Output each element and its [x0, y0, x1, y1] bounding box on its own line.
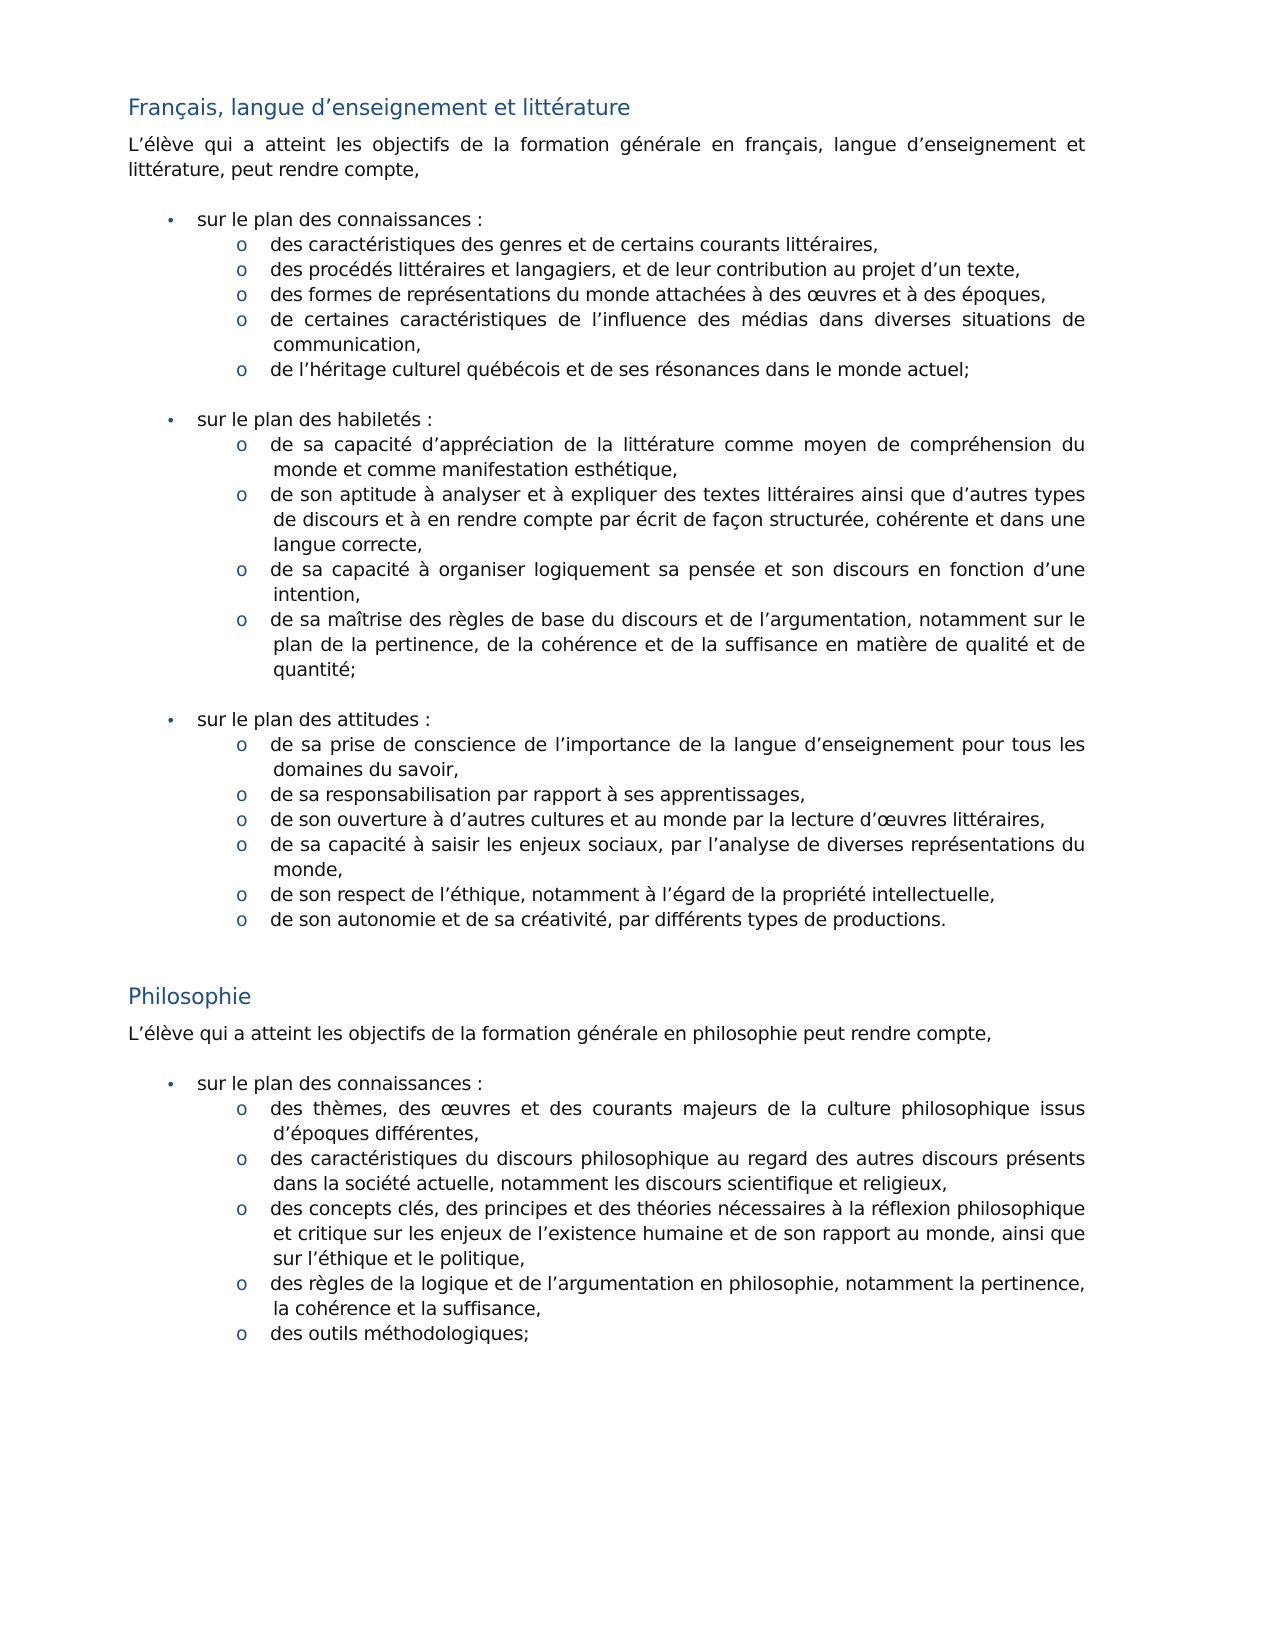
list-item-text: des thèmes, des œuvres et des courants majeurs de la culture philosophique issus d’époques différentes, — [270, 1098, 1085, 1145]
sub-list — [128, 233, 1085, 383]
list-item — [128, 908, 1085, 933]
sub-bullet-marker: o — [236, 484, 248, 506]
document-page — [128, 95, 1085, 1347]
bullet-label: sur le plan des connaissances : — [197, 1073, 483, 1095]
sub-bullet-marker: o — [236, 259, 248, 281]
list-item-text: de certaines caractéristiques de l’influence des médias dans diverses situations de communication, — [270, 309, 1085, 356]
list-item-text: de l’héritage culturel québécois et de ses résonances dans le monde actuel; — [270, 359, 970, 381]
bullet-item — [128, 208, 1085, 233]
list-item — [128, 783, 1085, 808]
list-item — [128, 308, 1085, 358]
bullet-group — [128, 708, 1085, 933]
sub-bullet-marker: o — [236, 1323, 248, 1345]
sub-bullet-marker: o — [236, 234, 248, 256]
list-item-text: de sa responsabilisation par rapport à ses apprentissages, — [270, 784, 806, 806]
list-item-text: des règles de la logique et de l’argumentation en philosophie, notamment la pertinence, la cohérence et la suffisance, — [270, 1273, 1085, 1320]
list-item — [128, 1197, 1085, 1272]
list-item — [128, 258, 1085, 283]
section-intro: L’élève qui a atteint les objectifs de la formation générale en philosophie peut rendre compte, — [128, 1023, 992, 1045]
list-item — [128, 483, 1085, 558]
section-heading: Philosophie — [128, 985, 252, 1010]
sub-list — [128, 733, 1085, 933]
list-item-text: de son ouverture à d’autres cultures et au monde par la lecture d’œuvres littéraires, — [270, 809, 1046, 831]
sub-list — [128, 433, 1085, 683]
sub-bullet-marker: o — [236, 909, 248, 931]
list-item — [128, 808, 1085, 833]
bullet-group — [128, 1072, 1085, 1347]
bullet-item — [128, 408, 1085, 433]
section — [128, 95, 1085, 933]
list-item-text: de sa capacité d’appréciation de la littérature comme moyen de compréhension du monde et comme manifestation esthétique, — [270, 434, 1085, 481]
sub-bullet-marker: o — [236, 734, 248, 756]
sub-bullet-marker: o — [236, 609, 248, 631]
bullet-marker: • — [166, 211, 176, 230]
section-intro: L’élève qui a atteint les objectifs de la formation générale en français, langue d’enseignement et littérature, peut rendre compte, — [128, 134, 1085, 181]
sub-bullet-marker: o — [236, 1148, 248, 1170]
sub-bullet-marker: o — [236, 1273, 248, 1295]
list-item — [128, 608, 1085, 683]
bullet-label: sur le plan des attitudes : — [197, 709, 431, 731]
list-item-text: des outils méthodologiques; — [270, 1323, 530, 1345]
list-item — [128, 1097, 1085, 1147]
list-item — [128, 1147, 1085, 1197]
list-item-text: de son respect de l’éthique, notamment à l’égard de la propriété intellectuelle, — [270, 884, 995, 906]
list-item-text: de sa maîtrise des règles de base du discours et de l’argumentation, notamment sur le plan de la pertinence, de la cohérence et de la suffisance en matière de qualité et de quantité; — [270, 609, 1085, 681]
list-item — [128, 358, 1085, 383]
bullet-group — [128, 208, 1085, 383]
sub-bullet-marker: o — [236, 434, 248, 456]
bullet-marker: • — [166, 411, 176, 430]
sub-bullet-marker: o — [236, 1198, 248, 1220]
list-item-text: des formes de représentations du monde attachées à des œuvres et à des époques, — [270, 284, 1046, 306]
section — [128, 984, 1085, 1347]
sub-bullet-marker: o — [236, 359, 248, 381]
list-item — [128, 283, 1085, 308]
sub-bullet-marker: o — [236, 884, 248, 906]
sub-list — [128, 1097, 1085, 1347]
list-item — [128, 833, 1085, 883]
sub-bullet-marker: o — [236, 1098, 248, 1120]
bullet-item — [128, 708, 1085, 733]
bullet-label: sur le plan des habiletés : — [197, 409, 433, 431]
sub-bullet-marker: o — [236, 834, 248, 856]
bullet-marker: • — [166, 1075, 176, 1094]
list-item-text: de son autonomie et de sa créativité, par différents types de productions. — [270, 909, 947, 931]
list-item-text: de sa capacité à organiser logiquement sa pensée et son discours en fonction d’une intention, — [270, 559, 1085, 606]
bullet-marker: • — [166, 711, 176, 730]
bullet-item — [128, 1072, 1085, 1097]
sub-bullet-marker: o — [236, 809, 248, 831]
list-item — [128, 1272, 1085, 1322]
list-item — [128, 733, 1085, 783]
bullet-label: sur le plan des connaissances : — [197, 209, 483, 231]
list-item — [128, 558, 1085, 608]
list-item — [128, 883, 1085, 908]
sub-bullet-marker: o — [236, 309, 248, 331]
list-item — [128, 233, 1085, 258]
list-item — [128, 433, 1085, 483]
bullet-group — [128, 408, 1085, 683]
list-item-text: des procédés littéraires et langagiers, et de leur contribution au projet d’un texte, — [270, 259, 1021, 281]
sub-bullet-marker: o — [236, 559, 248, 581]
sub-bullet-marker: o — [236, 284, 248, 306]
list-item-text: des caractéristiques du discours philosophique au regard des autres discours présents dans la société actuelle, notamment les discours scientifique et religieux, — [270, 1148, 1085, 1195]
list-item-text: de son aptitude à analyser et à expliquer des textes littéraires ainsi que d’autres types de discours et à en rendre compte par écrit de façon structurée, cohérente et dans une langue correcte, — [270, 484, 1085, 556]
section-heading: Français, langue d’enseignement et littérature — [128, 96, 631, 121]
sub-bullet-marker: o — [236, 784, 248, 806]
list-item — [128, 1322, 1085, 1347]
list-item-text: de sa prise de conscience de l’importance de la langue d’enseignement pour tous les domaines du savoir, — [270, 734, 1085, 781]
list-item-text: de sa capacité à saisir les enjeux sociaux, par l’analyse de diverses représentations du monde, — [270, 834, 1085, 881]
list-item-text: des concepts clés, des principes et des théories nécessaires à la réflexion philosophique et critique sur les enjeux de l’existence humaine et de son rapport au monde, ainsi que sur l’éthique et le politique, — [270, 1198, 1085, 1270]
list-item-text: des caractéristiques des genres et de certains courants littéraires, — [270, 234, 879, 256]
